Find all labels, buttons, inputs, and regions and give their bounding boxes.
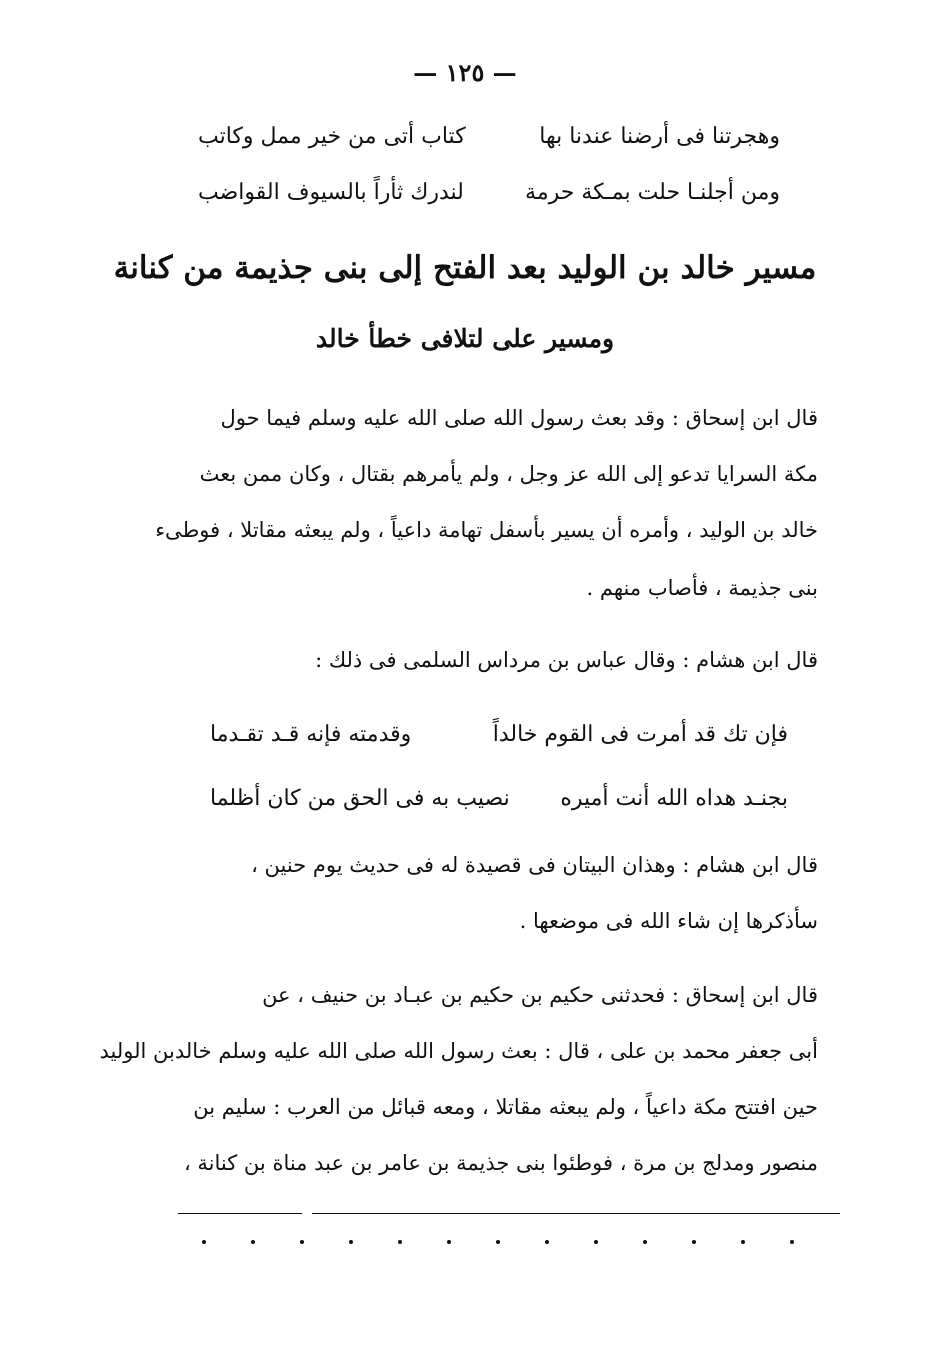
section-subtitle: ومسير على لتلافى خطأ خالد	[315, 324, 615, 353]
paragraph-4-line-1: قال ابن إسحاق : فحدثنى حكيم بن حكيم بن عبـاد بن حنيف ، عن	[262, 983, 818, 1007]
paragraph-1-line-2: مكة السرايا تدعو إلى الله عز وجل ، ولم يأمرهم بقتال ، وكان ممن بعث	[199, 462, 818, 486]
footnote-dot	[398, 1240, 402, 1244]
paragraph-1	[155, 406, 818, 618]
paragraph-2-line-1: قال ابن هشام : وقال عباس بن مرداس السلمى فى ذلك :	[315, 648, 818, 672]
paragraph-3-line-1: قال ابن هشام : وهذان البيتان فى قصيدة له فى حديث يوم حنين ،	[251, 853, 818, 877]
verse-2-second-hemistich: لندرك ثأراً بالسيوف القواضب	[198, 180, 464, 205]
footnote-dot	[202, 1240, 206, 1244]
paragraph-4	[99, 983, 818, 1185]
paragraph-1-line-3: خالد بن الوليد ، وأمره أن يسير بأسفل تهامة داعياً ، ولم يبعثه مقاتلا ، فوطىء	[155, 518, 818, 542]
footnote-dot	[349, 1240, 353, 1244]
verse-line-1	[0, 124, 930, 154]
verse-3-first-hemistich: فإن تك قد أمرت فى القوم خالداً	[492, 722, 788, 747]
paragraph-4-line-4: منصور ومدلج بن مرة ، فوطئوا بنى جذيمة بن عامر بن عبد مناة بن كنانة ،	[183, 1151, 818, 1175]
footnote-dot	[790, 1240, 794, 1244]
paragraph-1-line-4: بنى جذيمة ، فأصاب منهم .	[586, 576, 818, 600]
verse-4-first-hemistich: بجنـد هداه الله أنت أميره	[560, 786, 788, 811]
paragraph-4-line-3: حين افتتح مكة داعياً ، ولم يبعثه مقاتلا ، ومعه قبائل من العرب : سليم بن	[193, 1095, 818, 1119]
footnote-dot	[643, 1240, 647, 1244]
footnote-dot	[496, 1240, 500, 1244]
footnote-dot	[741, 1240, 745, 1244]
verse-line-3	[0, 722, 930, 752]
verse-1-second-hemistich: كتاب أتى من خير ممل وكاتب	[198, 124, 466, 149]
paragraph-3	[168, 855, 818, 945]
paragraph-4-line-2: أبى جعفر محمد بن على ، قال : بعث رسول الله صلى الله عليه وسلم خالدبن الوليد	[99, 1039, 818, 1063]
paragraph-3-line-2: سأذكرها إن شاء الله فى موضعها .	[519, 909, 818, 933]
verse-line-2	[0, 180, 930, 210]
verse-line-4	[0, 786, 930, 816]
paragraph-2	[168, 650, 818, 680]
paragraph-1-line-1: قال ابن إسحاق : وقد بعث رسول الله صلى الله عليه وسلم فيما حول	[220, 406, 818, 430]
verse-4-second-hemistich: نصيب به فى الحق من كان أظلما	[210, 786, 510, 811]
footnote-dot	[447, 1240, 451, 1244]
footnote-dot	[251, 1240, 255, 1244]
footnote-dot	[692, 1240, 696, 1244]
verse-2-first-hemistich: ومن أجلنـا حلت بمـكة حرمة	[525, 180, 780, 205]
page-number: — ١٢٥ —	[413, 58, 517, 87]
footnote-dot	[594, 1240, 598, 1244]
footnote-rule-left	[178, 1213, 302, 1214]
section-title: مسير خالد بن الوليد بعد الفتح إلى بنى جذيمة من كنانة	[113, 250, 817, 286]
verse-1-first-hemistich: وهجرتنا فى أرضنا عندنا بها	[539, 124, 780, 149]
verse-3-second-hemistich: وقدمته فإنه قـد تقـدما	[210, 722, 412, 747]
footnote-dot	[545, 1240, 549, 1244]
footnote-rule-right	[312, 1213, 840, 1214]
footnote-dots	[180, 1240, 830, 1252]
footnote-dot	[300, 1240, 304, 1244]
